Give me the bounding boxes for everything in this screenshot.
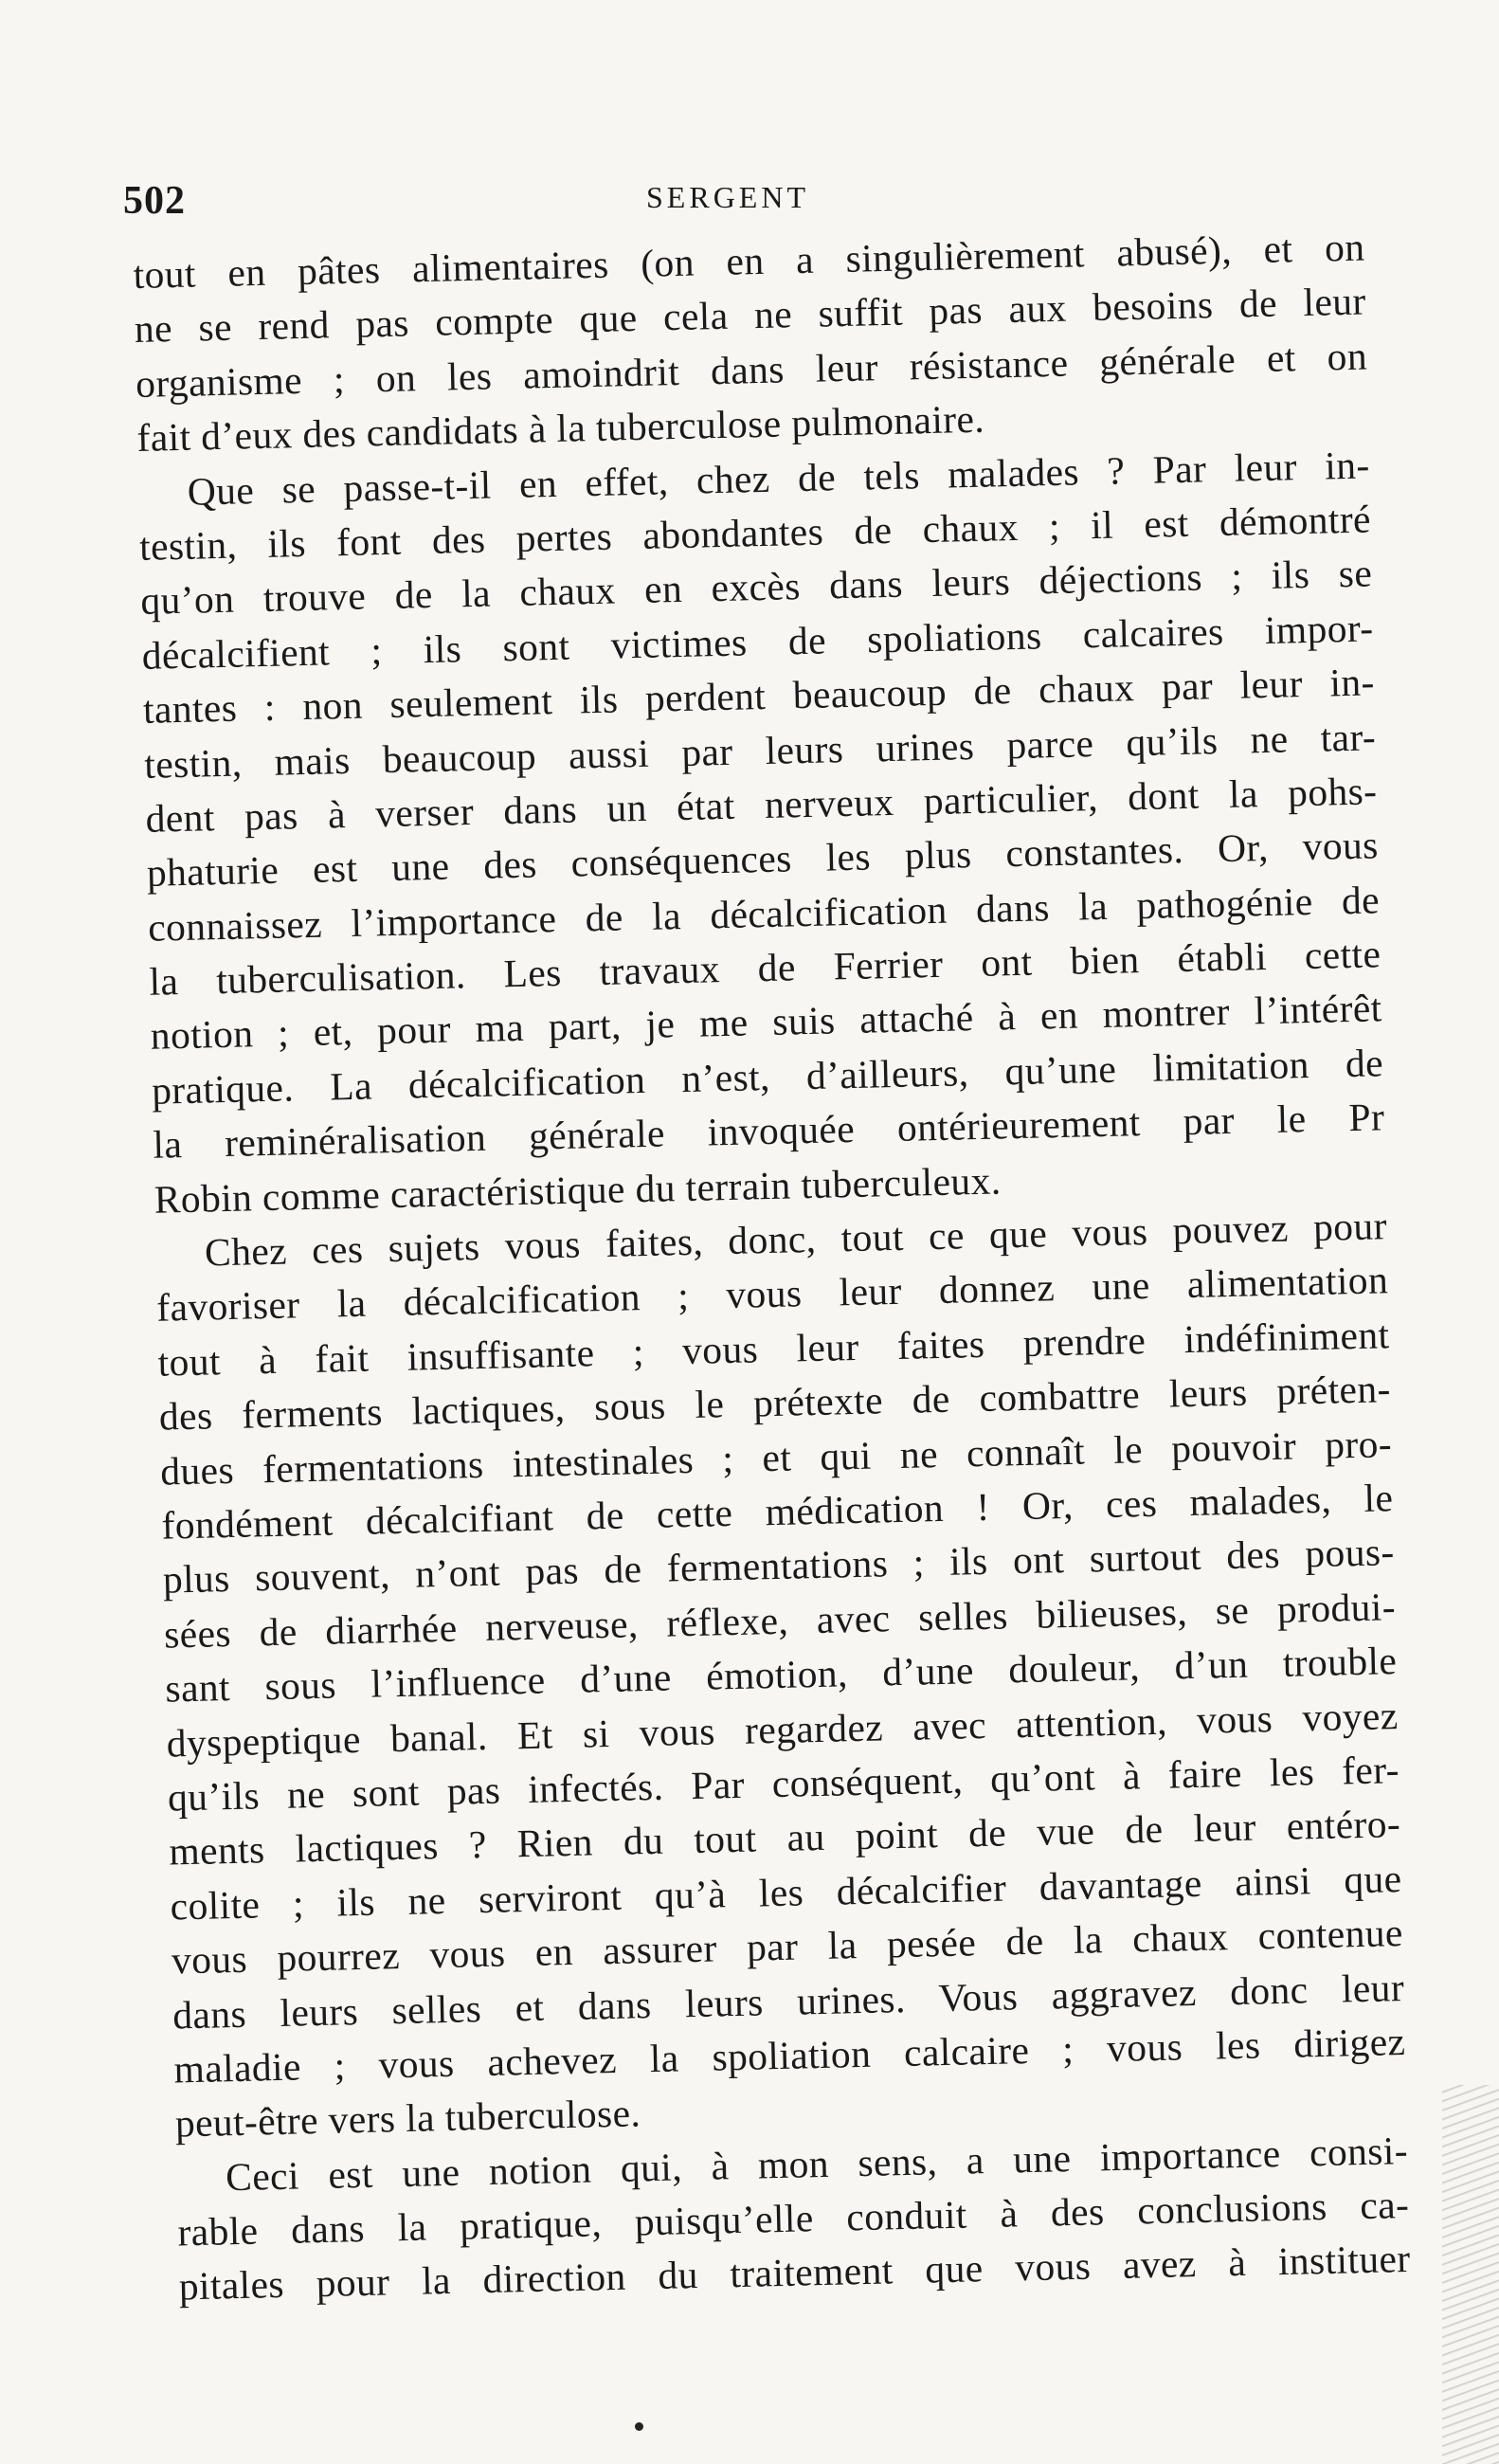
text-line: dues fermentations intestinales ; et qui ne connaît le pouvoir pro- (159, 1421, 1393, 1494)
text-line: dent pas à verser dans un état nerveux particulier, dont la pohs- (145, 769, 1378, 841)
text-line: la reminéralisation générale invoquée ontérieurement par le Pr (152, 1095, 1385, 1168)
text-line: fait d’eux des candidats à la tuberculose pulmonaire. (136, 396, 985, 461)
text-line: qu’on trouve de la chaux en excès dans leurs déjections ; ils se (139, 551, 1373, 624)
text-line: Robin comme caractéristique du terrain tuberculeux. (154, 1158, 1002, 1222)
text-line: sant sous l’influence d’une émotion, d’une douleur, d’un trouble (164, 1639, 1398, 1711)
text-line: ments lactiques ? Rien du tout au point de vue de leur entéro- (168, 1802, 1401, 1874)
text-line: connaissez l’importance de la décalcification dans la pathogénie de (147, 878, 1381, 950)
text-line: tout à fait insuffisante ; vous leur faites prendre indéfiniment (157, 1313, 1390, 1385)
text-line: testin, ils font des pertes abondantes de chaux ; il est démontré (138, 497, 1372, 569)
running-head: SERGENT (646, 180, 809, 214)
text-line: notion ; et, pour ma part, je me suis attaché à en montrer l’intérêt (150, 986, 1383, 1059)
page-number: 502 (123, 179, 186, 223)
text-line: peut-être vers la tuberculose. (174, 2091, 641, 2146)
footer-dot (635, 2422, 643, 2431)
text-line: testin, mais beaucoup aussi par leurs urines parce qu’ils ne tar- (143, 714, 1377, 787)
text-line: ne se rend pas compte que cela ne suffit pas aux besoins de leur (134, 279, 1367, 352)
text-line: tantes : non seulement ils perdent beaucoup de chaux par leur in- (142, 660, 1376, 732)
text-line: favoriser la décalcification ; vous leur donnez une alimentation (155, 1258, 1389, 1331)
text-line: maladie ; vous achevez la spoliation calcaire ; vous les dirigez (173, 2019, 1406, 2092)
text-line: dyspeptique banal. Et si vous regardez avec attention, vous voyez (166, 1693, 1399, 1766)
body-text (133, 221, 1411, 2315)
text-line: vous pourrez vous en assurer par la pesée de la chaux contenue (171, 1911, 1404, 1983)
text-line: Chez ces sujets vous faites, donc, tout ce que vous pouvez pour (204, 1204, 1388, 1275)
text-line: rable dans la pratique, puisqu’elle conduit à des conclusions ca- (176, 2183, 1410, 2255)
text-line: qu’ils ne sont pas infectés. Par conséquent, qu’ont à faire les fer- (167, 1748, 1400, 1820)
text-line: tout en pâtes alimentaires (on en a singulièrement abusé), et on (133, 225, 1365, 297)
text-line: plus souvent, n’ont pas de fermentations ; ils ont surtout des pous- (162, 1530, 1396, 1603)
text-line: fondément décalcifiant de cette médication ! Or, ces malades, le (161, 1476, 1394, 1548)
text-line: des ferments lactiques, sous le prétexte de combattre leurs préten- (158, 1367, 1392, 1439)
text-line: dans leurs selles et dans leurs urines. Vous aggravez donc leur (172, 1965, 1405, 2038)
text-line: pratique. La décalcification n’est, d’ailleurs, qu’une limitation de (151, 1041, 1384, 1113)
text-line: pitales pour la direction du traitement que vous avez à instituer (178, 2237, 1411, 2309)
text-line: la tuberculisation. Les travaux de Ferrier ont bien établi cette (149, 932, 1382, 1004)
page-edge-speckle (1442, 2085, 1499, 2464)
text-line: Ceci est une notion qui, à mon sens, a une importance consi- (225, 2128, 1409, 2199)
text-line: organisme ; on les amoindrit dans leur résistance générale et on (135, 334, 1368, 406)
text-line: sées de diarrhée nerveuse, réflexe, avec selles bilieuses, se produi- (163, 1584, 1397, 1657)
text-line: décalcifient ; ils sont victimes de spoliations calcaires impor- (141, 606, 1374, 678)
text-line: phaturie est une des conséquences les plus constantes. Or, vous (146, 823, 1380, 896)
text-line: colite ; ils ne serviront qu’à les décalcifier davantage ainsi que (170, 1856, 1402, 1929)
text-line: Que se passe-t-il en effet, chez de tels malades ? Par leur in- (187, 443, 1371, 514)
